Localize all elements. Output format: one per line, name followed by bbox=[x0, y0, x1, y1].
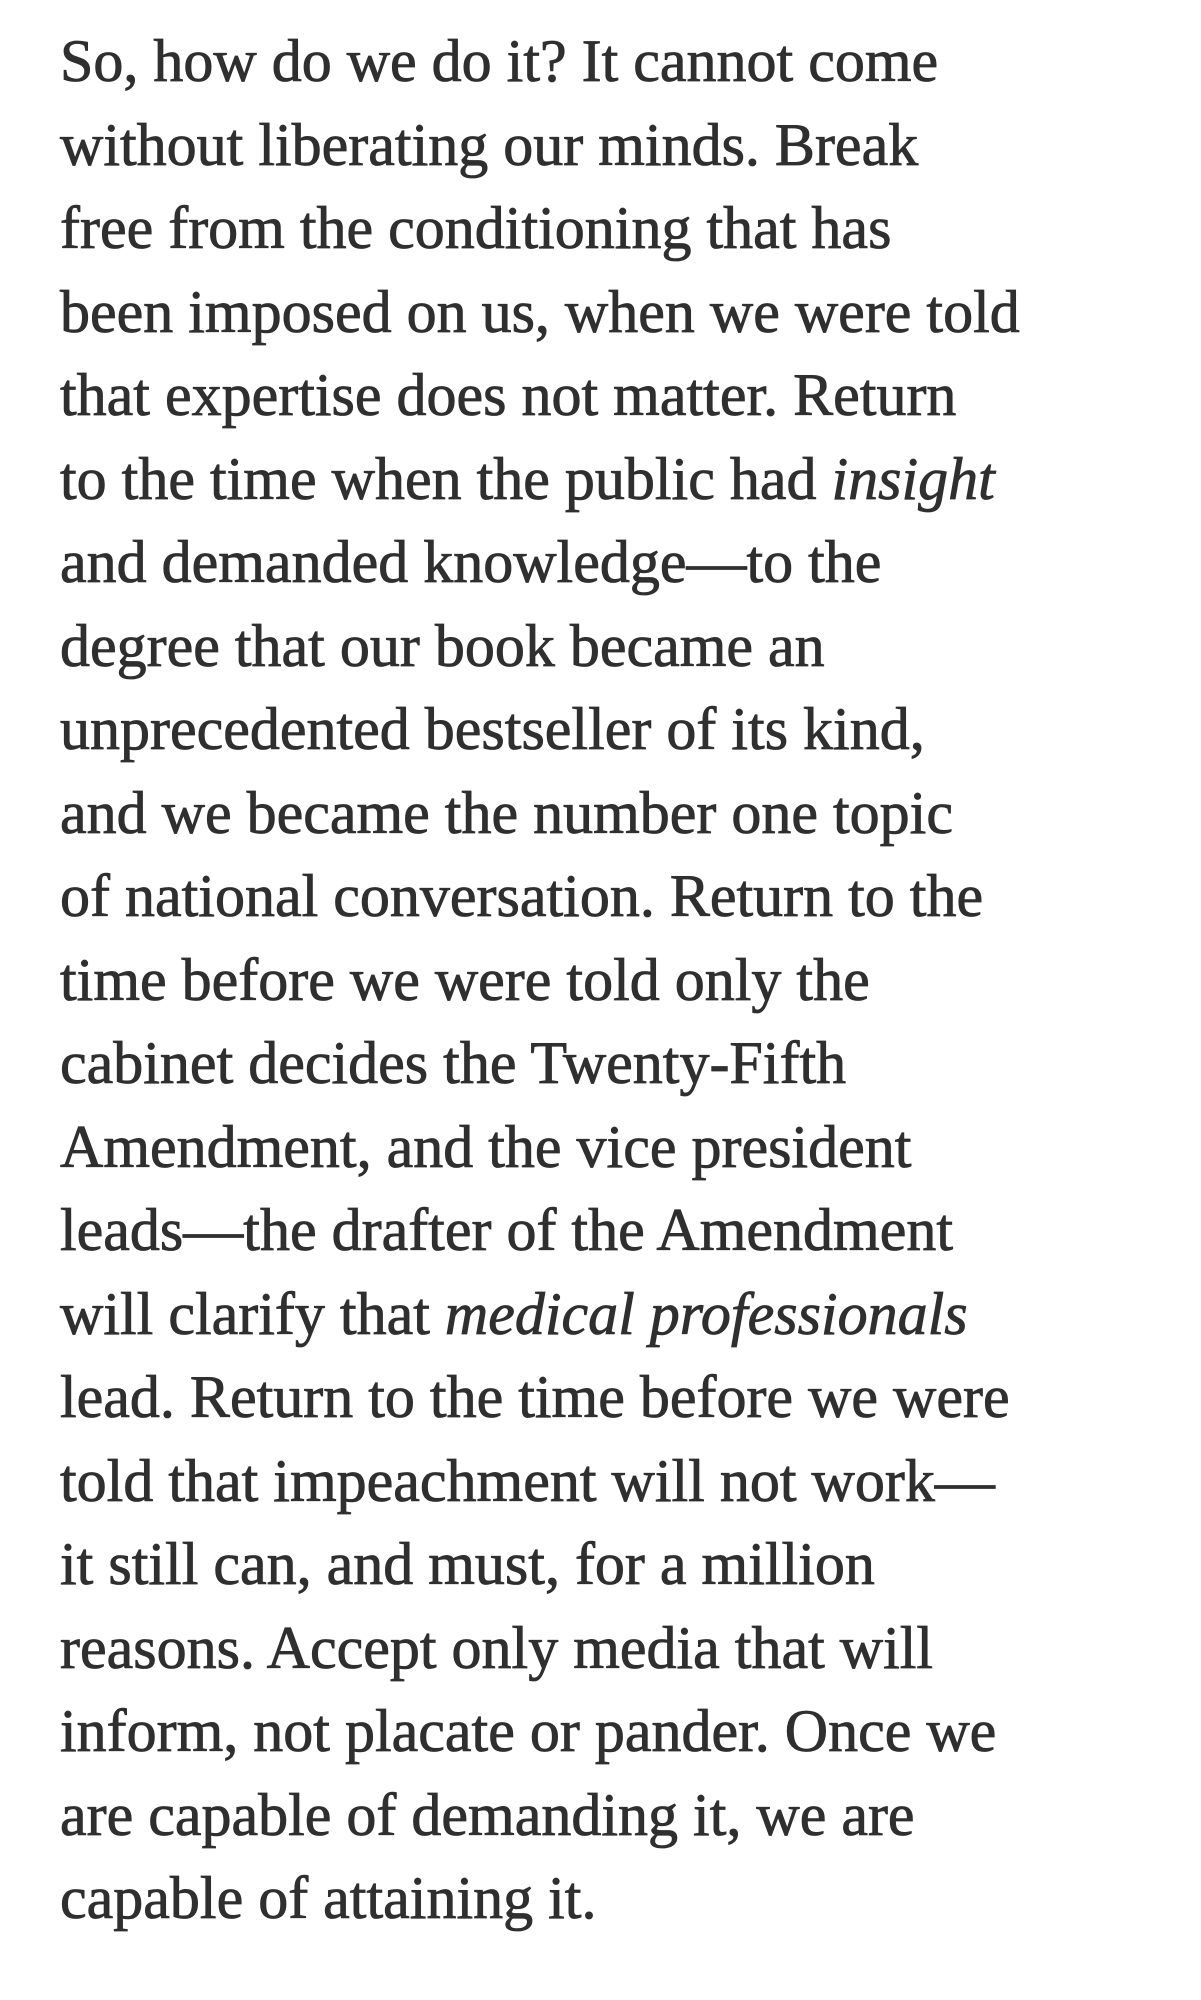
text-line: been imposed on us, when we were told bbox=[60, 278, 1020, 345]
line-text: will clarify that bbox=[60, 1280, 445, 1347]
text-line: degree that our book became an bbox=[60, 612, 825, 679]
text-line: are capable of demanding it, we are bbox=[60, 1781, 915, 1848]
text-line: that expertise does not matter. Return bbox=[60, 362, 957, 428]
line-text: to the time when the public had bbox=[60, 445, 832, 512]
paragraph bbox=[60, 20, 1171, 1941]
text-line: and demanded knowledge—to the bbox=[60, 529, 882, 595]
text-line: told that impeachment will not work— bbox=[60, 1447, 995, 1514]
text-line: time before we were told only the bbox=[60, 946, 870, 1013]
text-line: and we became the number one topic bbox=[60, 779, 953, 846]
text-line: without liberating our minds. Break bbox=[60, 111, 919, 178]
text-line: free from the conditioning that has bbox=[60, 195, 892, 261]
text-line: inform, not placate or pander. Once we bbox=[60, 1698, 997, 1764]
text-line: it still can, and must, for a million bbox=[60, 1531, 875, 1597]
text-line: cabinet decides the Twenty-Fifth bbox=[60, 1030, 847, 1096]
text-line: leads—the drafter of the Amendment bbox=[60, 1197, 954, 1263]
text-line: unprecedented bestseller of its kind, bbox=[60, 696, 925, 762]
text-line: reasons. Accept only media that will bbox=[60, 1614, 934, 1681]
text-line: lead. Return to the time before we were bbox=[60, 1364, 1010, 1430]
text-line bbox=[60, 1273, 1171, 1357]
text-line: of national conversation. Return to the bbox=[60, 863, 984, 929]
text-line bbox=[60, 438, 1171, 522]
text-line: So, how do we do it? It cannot come bbox=[60, 28, 939, 94]
line-italic-text: insight bbox=[831, 445, 995, 512]
text-line: capable of attaining it. bbox=[60, 1865, 597, 1931]
text-line: Amendment, and the vice president bbox=[60, 1113, 912, 1180]
line-italic-text: medical professionals bbox=[444, 1280, 968, 1347]
